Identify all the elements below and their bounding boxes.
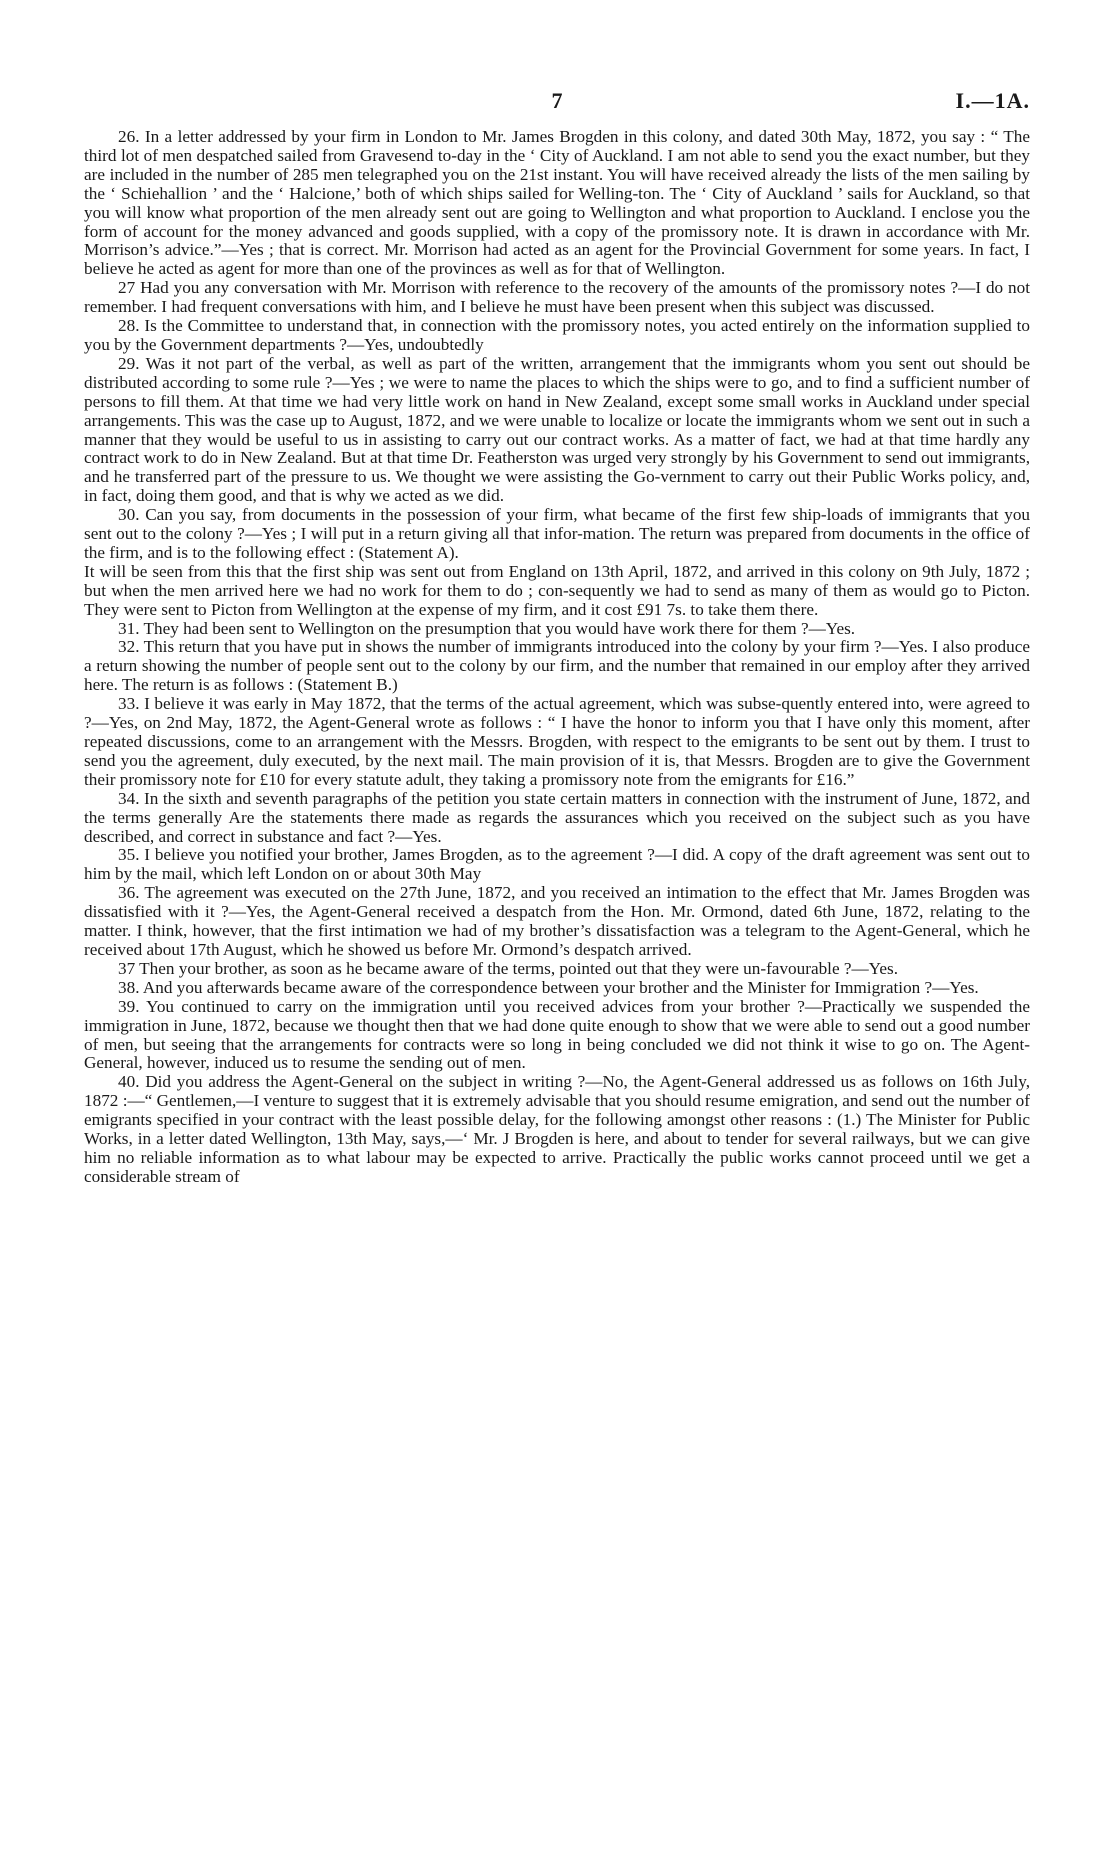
paragraph: 40. Did you address the Agent-General on the subject in writing ?—No, the Agent-General addressed us as follows on 16th July, 1872 :—“ Gentlemen,—I venture to suggest that it is extremely advisable that you should resume emigration, and send out the number of emigrants specified in your contract with the least possible delay, for the following amongst other reasons : (1.) The Minister for Public Works, in a letter dated Wellington, 13th May, says,—‘ Mr. J Brogden is here, and about to tender for several railways, but we can give him no reliable information as to what labour may be expected to arrive. Practically the public works cannot proceed until we get a considerable stream of	[84, 1072, 1030, 1186]
paragraph: 39. You continued to carry on the immigration until you received advices from your brother ?—Practically we suspended the immigration in June, 1872, because we thought then that we had done quite enough to show that we were able to send out a good number of men, but seeing that the arrangements for contracts were so long in being concluded we did not think it wise to go on. The Agent-General, however, induced us to resume the sending out of men.	[84, 996, 1030, 1073]
paragraph: 28. Is the Committee to understand that, in connection with the promissory notes, you acted entirely on the information supplied to you by the Government departments ?—Yes, undoubtedly	[84, 316, 1030, 354]
paragraph: 38. And you afterwards became aware of the correspondence between your brother and the Minister for Immigration ?—Yes.	[118, 977, 979, 997]
paragraph: 30. Can you say, from documents in the possession of your firm, what became of the first few ship-loads of immigrants that you sent out to the colony ?—Yes ; I will put in a return giving all that infor-mation. The return was prepared from documents in the office of the firm, and is to the following effect : (Statement A).	[84, 505, 1030, 562]
paragraph: 34. In the sixth and seventh paragraphs of the petition you state certain matters in connection with the instrument of June, 1872, and the terms generally Are the statements there made as regards the assurances which you received on the subject such as you have described, and correct in substance and fact ?—Yes.	[84, 788, 1030, 846]
paragraph: 36. The agreement was executed on the 27th June, 1872, and you received an intimation to the effect that Mr. James Brogden was dissatisfied with it ?—Yes, the Agent-General received a despatch from the Hon. Mr. Ormond, dated 6th June, 1872, relating to the matter. I think, however, that the first intimation we had of my brother’s dissatisfaction was a telegram to the Agent-General, which he received about 17th August, which he showed us before Mr. Ormond’s despatch arrived.	[84, 883, 1030, 959]
paragraph: 26. In a letter addressed by your firm in London to Mr. James Brogden in this colony, and dated 30th May, 1872, you say : “ The third lot of men despatched sailed from Gravesend to-day in the ‘ City of Auckland. I am not able to send you the exact number, but they are included in the number of 285 men telegraphed you on the 21st instant. You will have received already the lists of the men sailing by the ‘ Schiehallion ’ and the ‘ Halcione,’ both of which ships sailed for Welling-ton. The ‘ City of Auckland ’ sails for Auckland, so that you will know what proportion of the men already sent out are going to Wellington and what proportion to Auckland. I enclose you the form of account for the money advanced and goods supplied, with a copy of the promissory note. It is drawn in accordance with Mr. Morrison’s advice.”—Yes ; that is correct. Mr. Morrison had acted as an agent for the Provincial Government for some years. In fact, I believe he acted as agent for more than one of the provinces as well as for that of Wellington.	[84, 127, 1030, 279]
paragraph: 31. They had been sent to Wellington on the presumption that you would have work there for them ?—Yes.	[118, 618, 856, 638]
page-header	[84, 88, 1030, 122]
paragraph: It will be seen from this that the first ship was sent out from England on 13th April, 1872, and arrived in this colony on 9th July, 1872 ; but when the men arrived here we had no work for them to do ; con-sequently we had to send as many of them as would go to Picton. They were sent to Picton from Wellington at the expense of my firm, and it cost £91 7s. to take them there.	[84, 561, 1030, 619]
document-reference: I.—1A.	[955, 88, 1030, 113]
paragraph: 37 Then your brother, as soon as he became aware of the terms, pointed out that they were un-favourable ?—Yes.	[118, 958, 898, 978]
paragraph: 27 Had you any conversation with Mr. Morrison with reference to the recovery of the amounts of the promissory notes ?—I do not remember. I had frequent conversations with him, and I believe he must have been present when this subject was discussed.	[84, 278, 1030, 317]
body-text	[84, 128, 1030, 1187]
paragraph: 29. Was it not part of the verbal, as well as part of the written, arrangement that the immigrants whom you sent out should be distributed according to some rule ?—Yes ; we were to name the places to which the ships were to go, and to find a sufficient number of persons to fill them. At that time we had very little work on hand in New Zealand, except some small works in Auckland under special arrangements. This was the case up to August, 1872, and we were unable to localize or locate the immigrants whom we sent out in such a manner that they would be useful to us in assisting to carry out our contract works. As a matter of fact, we had at that time hardly any contract work to do in New Zealand. But at that time Dr. Featherston was urged very strongly by his Government to send out immigrants, and he transferred part of the pressure to us. We thought we were assisting the Go-vernment to carry out their Public Works policy, and, in fact, doing them good, and that is why we acted as we did.	[84, 353, 1030, 506]
document-page	[84, 88, 1030, 1187]
paragraph: 32. This return that you have put in shows the number of immigrants introduced into the colony by your firm ?—Yes. I also produce a return showing the number of people sent out to the colony by our firm, and the number that remained in our employ after they arrived here. The return is as follows : (Statement B.)	[84, 637, 1030, 695]
paragraph: 35. I believe you notified your brother, James Brogden, as to the agreement ?—I did. A copy of the draft agreement was sent out to him by the mail, which left London on or about 30th May	[84, 845, 1030, 884]
paragraph: 33. I believe it was early in May 1872, that the terms of the actual agreement, which was subse-quently entered into, were agreed to ?—Yes, on 2nd May, 1872, the Agent-General wrote as follows : “ I have the honor to inform you that I have only this moment, after repeated discussions, come to an arrangement with the Messrs. Brogden, with respect to the emigrants to be sent out by them. I trust to send you the agreement, duly executed, by the next mail. The main provision of it is, that Messrs. Brogden are to give the Government their promissory note for £10 for every statute adult, they taking a promissory note from the emigrants for £16.”	[84, 694, 1030, 789]
page-number: 7	[551, 88, 563, 113]
